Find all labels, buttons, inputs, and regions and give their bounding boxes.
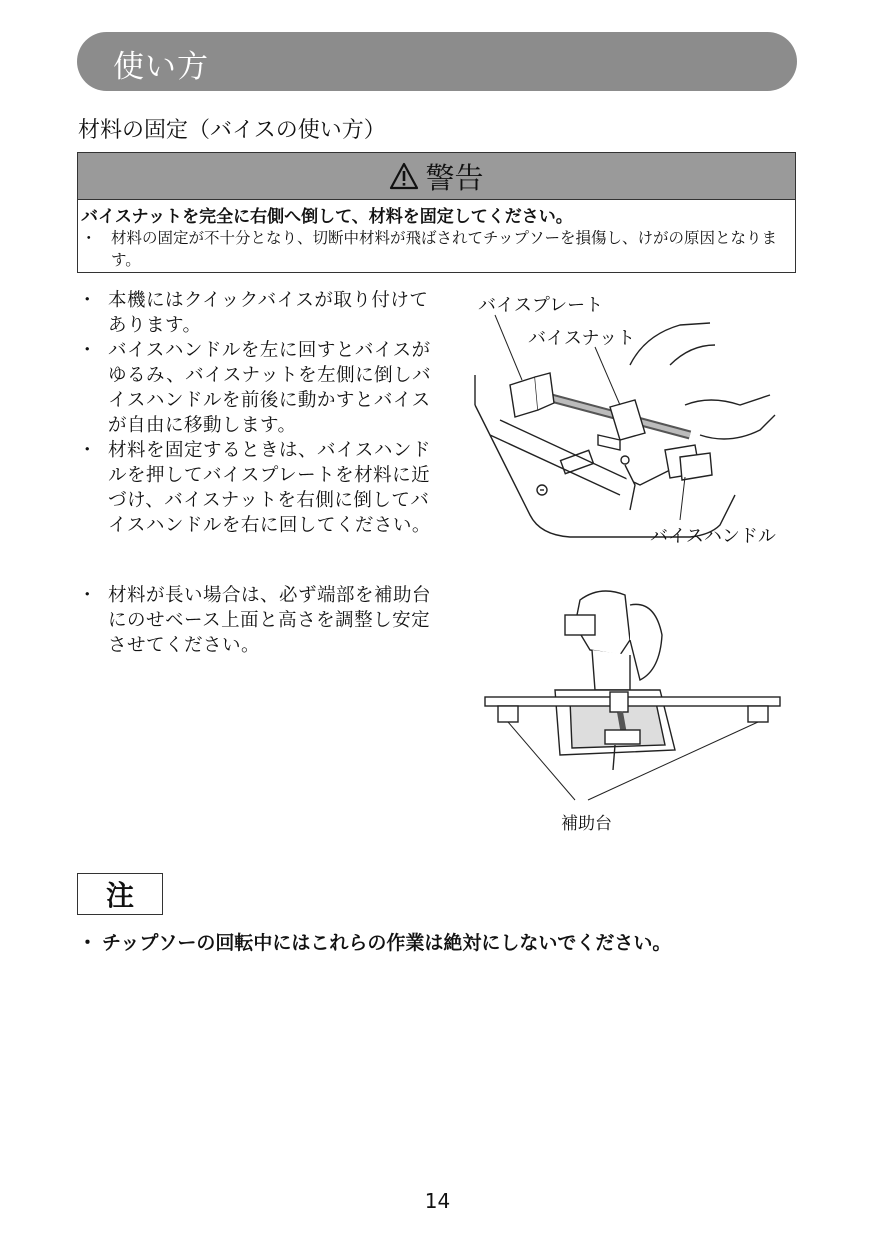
bullet-list xyxy=(78,288,440,538)
bullet-dot: ・ xyxy=(78,340,97,361)
bullet-text: 材料が長い場合は、必ず端部を補助台にのせベース上面と高さを調整し安定させてください。 xyxy=(108,585,432,656)
bullet-list-2 xyxy=(78,583,440,658)
support-stand-illustration xyxy=(480,580,790,810)
note-text xyxy=(78,928,671,955)
header-bar xyxy=(77,32,797,91)
list-item xyxy=(78,288,440,338)
warning-sub-bullet: ・ xyxy=(81,229,97,247)
warning-header xyxy=(78,153,795,200)
vise-handle-label: バイスハンドル xyxy=(650,526,776,547)
section-title: 材料の固定（バイスの使い方） xyxy=(78,118,386,143)
note-bullet: ・ xyxy=(78,932,98,954)
note-box xyxy=(77,873,163,915)
bullet-text: バイスハンドルを左に回すとバイスがゆるみ、バイスナットを左側に倒しバイスハンドルを前後に動かすとバイスが自由に移動します。 xyxy=(108,340,432,436)
warning-sub-content: 材料の固定が不十分となり、切断中材料が飛ばされてチップソーを損傷し、けがの原因となります。 xyxy=(111,229,778,269)
list-item xyxy=(78,583,440,658)
vise-plate-label: バイスプレート xyxy=(478,295,604,316)
note-content: チップソーの回転中にはこれらの作業は絶対にしないでください。 xyxy=(102,932,672,954)
warning-sub-text xyxy=(81,227,786,271)
note-label: 注 xyxy=(105,879,134,912)
warning-label: 警告 xyxy=(425,160,484,195)
bullet-text: 本機にはクイックバイスが取り付けてあります。 xyxy=(108,290,429,336)
bullet-dot: ・ xyxy=(78,290,97,311)
support-label: 補助台 xyxy=(561,814,612,834)
warning-box xyxy=(77,152,796,273)
list-item xyxy=(78,438,440,538)
warning-triangle-icon xyxy=(389,162,419,190)
bullet-dot: ・ xyxy=(78,585,97,606)
bullet-dot: ・ xyxy=(78,440,97,461)
header-title: 使い方 xyxy=(113,49,209,85)
bullet-text: 材料を固定するときは、バイスハンドルを押してバイスプレートを材料に近づけ、バイスナットを右側に倒してバイスハンドルを右に回してください。 xyxy=(108,440,431,536)
vise-nut-label: バイスナット xyxy=(528,328,636,349)
list-item xyxy=(78,338,440,438)
warning-main-text: バイスナットを完全に右側へ倒して、材料を固定してください。 xyxy=(81,207,573,227)
page-number: 14 xyxy=(424,1189,451,1213)
